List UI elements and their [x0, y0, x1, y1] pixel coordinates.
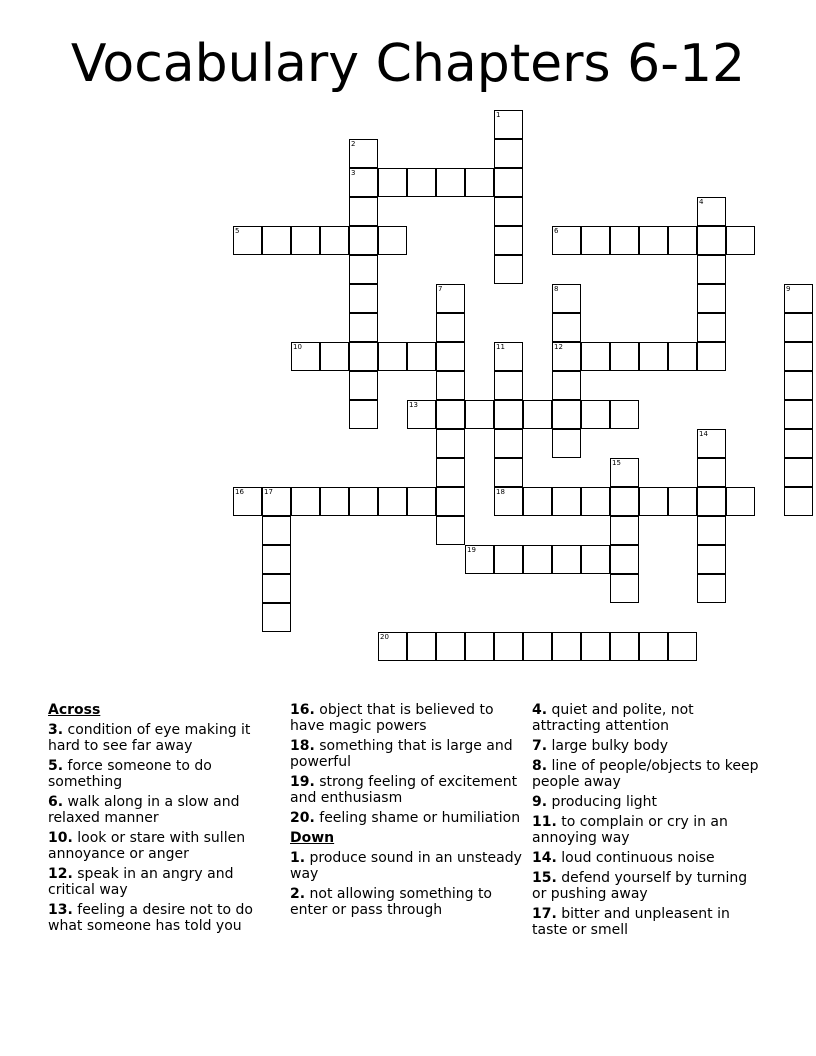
grid-cell[interactable] — [610, 342, 639, 371]
grid-cell[interactable] — [494, 458, 523, 487]
grid-cell[interactable] — [465, 168, 494, 197]
clue-item — [48, 794, 280, 826]
clue-item — [532, 738, 764, 754]
grid-cell[interactable] — [552, 371, 581, 400]
grid-cell[interactable] — [581, 545, 610, 574]
grid-cell[interactable] — [407, 632, 436, 661]
grid-cell[interactable] — [436, 371, 465, 400]
grid-cell[interactable] — [262, 487, 291, 516]
clue-number: 18. — [290, 738, 315, 754]
grid-cell[interactable] — [494, 226, 523, 255]
clue-number: 11. — [532, 814, 557, 830]
grid-cell[interactable] — [494, 487, 523, 516]
grid-cell[interactable] — [233, 487, 262, 516]
grid-cell[interactable] — [465, 545, 494, 574]
grid-cell[interactable] — [697, 197, 726, 226]
clue-item — [290, 738, 522, 770]
grid-cell[interactable] — [436, 632, 465, 661]
clues-heading-down: Down — [290, 830, 335, 846]
clue-text: loud continuous noise — [561, 850, 715, 866]
grid-cell[interactable] — [349, 313, 378, 342]
clue-item — [532, 702, 764, 734]
grid-cell[interactable] — [552, 400, 581, 429]
clue-text: producing light — [551, 794, 658, 810]
grid-cell[interactable] — [436, 313, 465, 342]
clue-number: 20. — [290, 810, 315, 826]
grid-cell[interactable] — [436, 284, 465, 313]
cell-number: 15 — [612, 459, 621, 467]
grid-cell[interactable] — [581, 487, 610, 516]
cell-number: 18 — [496, 488, 505, 496]
grid-cell[interactable] — [697, 487, 726, 516]
clue-number: 8. — [532, 758, 548, 774]
grid-cell[interactable] — [668, 487, 697, 516]
cell-number: 16 — [235, 488, 244, 496]
grid-cell[interactable] — [697, 545, 726, 574]
grid-cell[interactable] — [494, 197, 523, 226]
grid-cell[interactable] — [523, 400, 552, 429]
grid-cell[interactable] — [552, 487, 581, 516]
grid-cell[interactable] — [494, 139, 523, 168]
grid-cell[interactable] — [784, 487, 813, 516]
clue-text: large bulky body — [551, 738, 669, 754]
grid-cell[interactable] — [610, 487, 639, 516]
cell-number: 11 — [496, 343, 505, 351]
grid-cell[interactable] — [697, 284, 726, 313]
clue-number: 1. — [290, 850, 306, 866]
clue-text: something that is large and powerful — [290, 738, 513, 770]
grid-cell[interactable] — [784, 342, 813, 371]
grid-cell[interactable] — [291, 342, 320, 371]
grid-cell[interactable] — [610, 632, 639, 661]
grid-cell[interactable] — [494, 168, 523, 197]
clue-text: produce sound in an unsteady way — [290, 850, 522, 882]
grid-cell[interactable] — [436, 516, 465, 545]
grid-cell[interactable] — [668, 632, 697, 661]
cell-number: 17 — [264, 488, 273, 496]
grid-cell[interactable] — [639, 487, 668, 516]
grid-cell[interactable] — [581, 226, 610, 255]
clue-item — [48, 830, 280, 862]
clue-text: feeling a desire not to do what someone has told you — [48, 902, 253, 934]
grid-cell[interactable] — [378, 487, 407, 516]
grid-cell[interactable] — [407, 342, 436, 371]
grid-cell[interactable] — [262, 574, 291, 603]
clue-item — [290, 850, 522, 882]
grid-cell[interactable] — [726, 487, 755, 516]
cell-number: 3 — [351, 169, 356, 177]
clue-text: strong feeling of excitement and enthusiasm — [290, 774, 518, 806]
cell-number: 13 — [409, 401, 418, 409]
clue-number: 6. — [48, 794, 64, 810]
grid-cell[interactable] — [494, 429, 523, 458]
grid-cell[interactable] — [697, 429, 726, 458]
grid-cell[interactable] — [784, 458, 813, 487]
grid-cell[interactable] — [407, 168, 436, 197]
page-title: Vocabulary Chapters 6-12 — [70, 34, 746, 94]
clue-text: not allowing something to enter or pass through — [290, 886, 492, 918]
clue-item — [290, 702, 522, 734]
clue-item — [48, 866, 280, 898]
clue-number: 16. — [290, 702, 315, 718]
grid-cell[interactable] — [784, 371, 813, 400]
grid-cell[interactable] — [320, 342, 349, 371]
clue-text: condition of eye making it hard to see far away — [48, 722, 251, 754]
grid-cell[interactable] — [639, 226, 668, 255]
grid-cell[interactable] — [494, 545, 523, 574]
clue-text: quiet and polite, not attracting attention — [532, 702, 694, 734]
clue-number: 4. — [532, 702, 548, 718]
clue-item — [532, 870, 764, 902]
grid-cell[interactable] — [784, 400, 813, 429]
grid-cell[interactable] — [436, 458, 465, 487]
grid-cell[interactable] — [552, 632, 581, 661]
grid-cell[interactable] — [349, 197, 378, 226]
grid-cell[interactable] — [291, 226, 320, 255]
grid-cell[interactable] — [697, 255, 726, 284]
grid-cell[interactable] — [581, 342, 610, 371]
grid-cell[interactable] — [639, 342, 668, 371]
clue-item — [48, 902, 280, 934]
clue-item — [290, 886, 522, 918]
grid-cell[interactable] — [552, 284, 581, 313]
cell-number: 19 — [467, 546, 476, 554]
clue-text: speak in an angry and critical way — [48, 866, 234, 898]
grid-cell[interactable] — [349, 342, 378, 371]
grid-cell[interactable] — [349, 487, 378, 516]
grid-cell[interactable] — [436, 487, 465, 516]
grid-cell[interactable] — [349, 284, 378, 313]
cell-number: 2 — [351, 140, 356, 148]
grid-cell[interactable] — [610, 545, 639, 574]
grid-cell[interactable] — [784, 313, 813, 342]
cell-number: 7 — [438, 285, 443, 293]
grid-cell[interactable] — [697, 313, 726, 342]
grid-cell[interactable] — [233, 226, 262, 255]
grid-cell[interactable] — [697, 516, 726, 545]
grid-cell[interactable] — [262, 226, 291, 255]
grid-cell[interactable] — [320, 226, 349, 255]
grid-cell[interactable] — [436, 342, 465, 371]
clue-number: 13. — [48, 902, 73, 918]
clue-text: defend yourself by turning or pushing away — [532, 870, 748, 902]
grid-cell[interactable] — [610, 574, 639, 603]
grid-cell[interactable] — [407, 487, 436, 516]
grid-cell[interactable] — [494, 632, 523, 661]
clue-item — [48, 722, 280, 754]
grid-cell[interactable] — [494, 255, 523, 284]
grid-cell[interactable] — [552, 313, 581, 342]
grid-cell[interactable] — [349, 400, 378, 429]
grid-cell[interactable] — [262, 545, 291, 574]
grid-cell[interactable] — [494, 371, 523, 400]
clue-number: 15. — [532, 870, 557, 886]
grid-cell[interactable] — [784, 429, 813, 458]
clues-column-1 — [48, 702, 280, 938]
cell-number: 12 — [554, 343, 563, 351]
clue-item — [532, 814, 764, 846]
clue-item — [532, 758, 764, 790]
cell-number: 9 — [786, 285, 791, 293]
clue-number: 9. — [532, 794, 548, 810]
grid-cell[interactable] — [494, 110, 523, 139]
grid-cell[interactable] — [349, 255, 378, 284]
grid-cell[interactable] — [697, 458, 726, 487]
grid-cell[interactable] — [378, 226, 407, 255]
clue-number: 17. — [532, 906, 557, 922]
clue-text: feeling shame or humiliation — [319, 810, 521, 826]
grid-cell[interactable] — [378, 168, 407, 197]
clue-text: force someone to do something — [48, 758, 212, 790]
grid-cell[interactable] — [349, 168, 378, 197]
cell-number: 4 — [699, 198, 704, 206]
cell-number: 20 — [380, 633, 389, 641]
grid-cell[interactable] — [291, 487, 320, 516]
grid-cell[interactable] — [581, 400, 610, 429]
grid-cell[interactable] — [378, 632, 407, 661]
clue-number: 3. — [48, 722, 64, 738]
cell-number: 14 — [699, 430, 708, 438]
grid-cell[interactable] — [784, 284, 813, 313]
clue-number: 12. — [48, 866, 73, 882]
grid-cell[interactable] — [262, 603, 291, 632]
grid-cell[interactable] — [552, 545, 581, 574]
cell-number: 5 — [235, 227, 240, 235]
grid-cell[interactable] — [552, 429, 581, 458]
clue-item — [48, 758, 280, 790]
grid-cell[interactable] — [262, 516, 291, 545]
clues-column-3 — [532, 702, 764, 942]
cell-number: 10 — [293, 343, 302, 351]
cell-number: 8 — [554, 285, 559, 293]
grid-cell[interactable] — [378, 342, 407, 371]
grid-cell[interactable] — [494, 342, 523, 371]
grid-cell[interactable] — [349, 371, 378, 400]
clue-text: bitter and unpleasent in taste or smell — [532, 906, 730, 938]
grid-cell[interactable] — [407, 400, 436, 429]
clue-item — [290, 810, 522, 826]
clue-number: 14. — [532, 850, 557, 866]
grid-cell[interactable] — [610, 516, 639, 545]
clues-column-2 — [290, 702, 522, 922]
clue-number: 2. — [290, 886, 306, 902]
grid-cell[interactable] — [697, 574, 726, 603]
clue-number: 19. — [290, 774, 315, 790]
grid-cell[interactable] — [494, 400, 523, 429]
grid-cell[interactable] — [523, 545, 552, 574]
clue-item — [532, 794, 764, 810]
clue-text: look or stare with sullen annoyance or anger — [48, 830, 246, 862]
grid-cell[interactable] — [610, 226, 639, 255]
clue-text: to complain or cry in an annoying way — [532, 814, 728, 846]
grid-cell[interactable] — [523, 632, 552, 661]
grid-cell[interactable] — [697, 226, 726, 255]
grid-cell[interactable] — [465, 632, 494, 661]
grid-cell[interactable] — [349, 139, 378, 168]
clue-text: walk along in a slow and relaxed manner — [48, 794, 240, 826]
clue-item — [290, 774, 522, 806]
grid-cell[interactable] — [465, 400, 494, 429]
grid-cell[interactable] — [726, 226, 755, 255]
grid-cell[interactable] — [436, 168, 465, 197]
grid-cell[interactable] — [436, 429, 465, 458]
cell-number: 6 — [554, 227, 559, 235]
grid-cell[interactable] — [552, 342, 581, 371]
grid-cell[interactable] — [668, 226, 697, 255]
clue-number: 5. — [48, 758, 64, 774]
grid-cell[interactable] — [436, 400, 465, 429]
clue-number: 10. — [48, 830, 73, 846]
clue-item — [532, 850, 764, 866]
clue-number: 7. — [532, 738, 548, 754]
grid-cell[interactable] — [349, 226, 378, 255]
grid-cell[interactable] — [639, 632, 668, 661]
clue-text: object that is believed to have magic powers — [290, 702, 494, 734]
grid-cell[interactable] — [610, 458, 639, 487]
clues-heading-across: Across — [48, 702, 101, 718]
cell-number: 1 — [496, 111, 501, 119]
grid-cell[interactable] — [668, 342, 697, 371]
grid-cell[interactable] — [552, 226, 581, 255]
clue-item — [532, 906, 764, 938]
grid-cell[interactable] — [581, 632, 610, 661]
grid-cell[interactable] — [697, 342, 726, 371]
grid-cell[interactable] — [523, 487, 552, 516]
grid-cell[interactable] — [320, 487, 349, 516]
clue-text: line of people/objects to keep people away — [532, 758, 759, 790]
grid-cell[interactable] — [610, 400, 639, 429]
